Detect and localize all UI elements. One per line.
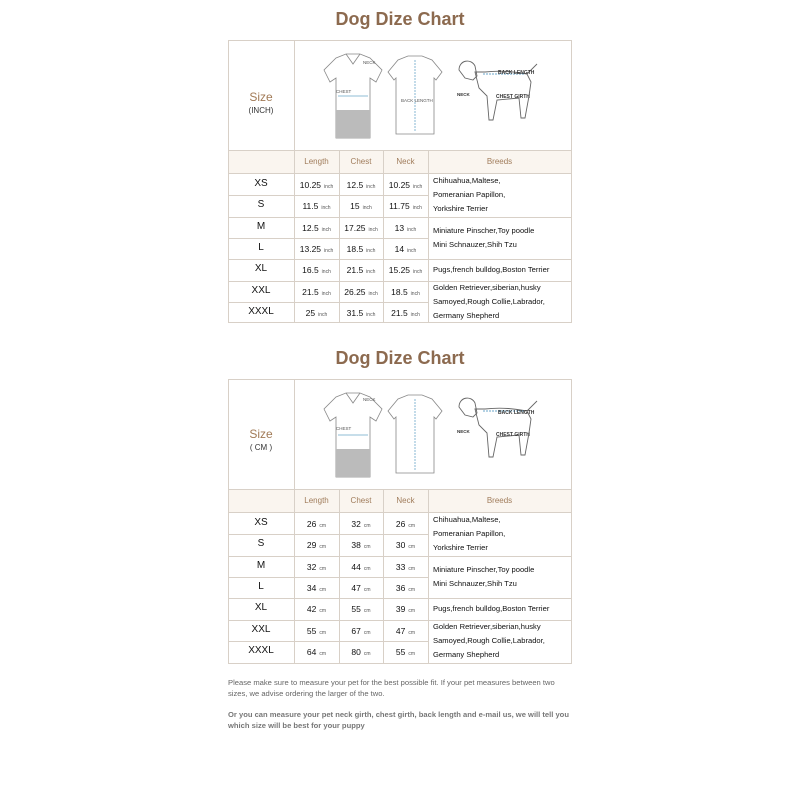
column-header-chest: Chest <box>350 157 372 166</box>
breed-line: Pomeranian Papillon, <box>433 190 506 200</box>
neck-number: 10.25 <box>388 180 411 190</box>
breed-separator <box>428 598 572 599</box>
neck-number: 14 <box>394 243 405 254</box>
neck-value <box>383 244 428 254</box>
size-l: L <box>258 580 264 592</box>
column-header-breeds: Breeds <box>486 157 513 166</box>
unit-text: cm <box>408 650 416 657</box>
neck-number: 15.25 <box>388 265 411 276</box>
back-length-label: BACK LENGTH <box>401 98 433 103</box>
row-separator <box>228 259 428 260</box>
row-separator <box>228 302 428 303</box>
dog-neck-label: NECK <box>457 92 470 97</box>
length-value <box>294 583 339 593</box>
breed-line: Miniature Pinscher,Toy poodle <box>433 225 535 235</box>
breed-line: Miniature Pinscher,Toy poodle <box>433 564 535 574</box>
row-separator <box>228 238 428 239</box>
column-header-length: Length <box>304 496 329 505</box>
chest-value <box>339 604 383 614</box>
chest-number: 38 <box>351 540 361 551</box>
length-number: 11.5 <box>302 201 319 212</box>
dog-drawing <box>459 398 537 457</box>
chest-number: 67 <box>351 625 361 636</box>
size-xxl: XXL <box>251 284 271 296</box>
chest-girth-label: CHEST GIRTH <box>496 432 530 438</box>
measure-note: Please make sure to measure your pet for the best possible fit. If your pet measures between two sizes, we advise ordering the larger of the two. <box>228 678 555 698</box>
breed-line: Yorkshire Terrier <box>433 543 488 553</box>
size-s: S <box>257 199 265 211</box>
unit-text: inch <box>324 247 334 254</box>
breed-line: Mini Schnauzer,Shih Tzu <box>433 239 517 249</box>
chest-value <box>339 180 383 190</box>
neck-number: 26 <box>395 519 406 529</box>
column-header-neck: Neck <box>396 496 415 505</box>
breed-line: Chihuahua,Maltese, <box>433 176 501 186</box>
length-value <box>294 647 339 657</box>
unit-text: cm <box>363 523 371 529</box>
length-number: 29 <box>306 540 317 551</box>
unit-text: cm <box>408 544 416 551</box>
unit-text: inch <box>321 269 331 276</box>
neck-value <box>383 180 428 190</box>
neck-number: 21.5 <box>391 307 408 318</box>
size-m: M <box>256 559 266 571</box>
neck-value <box>383 223 428 233</box>
unit-text: cm <box>408 586 416 593</box>
unit-text: inch <box>321 290 331 297</box>
breed-line: Germany Shepherd <box>433 649 500 659</box>
grid-line <box>228 663 572 664</box>
breed-list <box>433 263 571 277</box>
neck-value <box>383 604 428 614</box>
breed-line: Pugs,french bulldog,Boston Terrier <box>433 264 550 274</box>
chest-value <box>339 201 383 211</box>
chart-title-inch: Dog Dize Chart <box>335 9 465 29</box>
unit-text: inch <box>407 247 417 254</box>
breed-list <box>433 563 571 591</box>
neck-value <box>383 583 428 593</box>
chest-number: 44 <box>351 561 361 572</box>
unit-text: inch <box>366 184 376 190</box>
neck-value <box>383 647 428 657</box>
unit-text: inch <box>321 226 331 233</box>
breed-line: Yorkshire Terrier <box>433 204 488 214</box>
chart-title-cm: Dog Dize Chart <box>335 348 465 368</box>
size-s: S <box>257 538 265 550</box>
row-separator <box>228 577 428 578</box>
unit-text: inch <box>410 311 420 318</box>
breed-line: Mini Schnauzer,Shih Tzu <box>433 578 517 588</box>
chest-number: 17.25 <box>344 222 366 233</box>
chest-number: 32 <box>351 519 361 529</box>
column-header-chest: Chest <box>350 496 372 505</box>
unit-text: cm <box>408 608 416 615</box>
neck-value <box>383 265 428 275</box>
unit-text: cm <box>319 650 327 657</box>
length-value <box>294 540 339 550</box>
size-xxl: XXL <box>251 623 271 635</box>
neck-number: 33 <box>395 561 406 572</box>
chest-number: 26.25 <box>344 286 366 297</box>
length-number: 42 <box>306 604 317 615</box>
unit-text: cm <box>363 586 371 593</box>
measurement-illustration <box>228 40 572 150</box>
size-xs: XS <box>254 517 268 528</box>
chest-value <box>339 540 383 550</box>
breed-separator <box>428 217 572 218</box>
chest-value <box>339 647 383 657</box>
size-label: Size <box>249 90 273 104</box>
size-xl: XL <box>254 602 268 614</box>
unit-text: cm <box>408 565 416 572</box>
chest-label: CHEST <box>336 426 352 431</box>
neck-value <box>383 519 428 529</box>
breed-list <box>433 602 571 616</box>
unit-text: inch <box>413 184 423 190</box>
breed-line: Samoyed,Rough Collie,Labrador, <box>433 635 545 645</box>
neck-value <box>383 201 428 211</box>
neck-number: 36 <box>395 582 406 593</box>
size-xs: XS <box>254 178 268 189</box>
neck-value <box>383 287 428 297</box>
unit-text: inch <box>321 205 331 212</box>
neck-number: 47 <box>395 625 406 636</box>
length-number: 34 <box>306 582 317 593</box>
length-value <box>294 562 339 572</box>
row-separator <box>228 195 428 196</box>
neck-number: 18.5 <box>391 286 408 297</box>
chest-number: 12.5 <box>346 180 364 190</box>
length-number: 16.5 <box>302 265 319 276</box>
size-xxxl: XXXL <box>248 305 274 317</box>
neck-value <box>383 540 428 550</box>
length-value <box>294 604 339 614</box>
row-separator <box>228 641 428 642</box>
size-l: L <box>258 241 264 253</box>
unit-text: inch <box>368 290 378 297</box>
chest-value <box>339 223 383 233</box>
unit-text: inch <box>366 311 376 318</box>
unit-text: cm <box>319 544 327 551</box>
neck-value <box>383 562 428 572</box>
breed-list <box>433 513 571 555</box>
length-value <box>294 626 339 636</box>
neck-value <box>383 626 428 636</box>
shirt-front-drawing <box>324 393 382 477</box>
shirt-front-drawing <box>324 54 382 138</box>
neck-label: NECK <box>363 60 376 65</box>
chest-value <box>339 583 383 593</box>
chest-label: CHEST <box>336 89 352 94</box>
unit-text: inch <box>410 290 420 297</box>
chest-value <box>339 562 383 572</box>
length-number: 55 <box>306 625 317 636</box>
breed-line: Germany Shepherd <box>433 310 500 320</box>
size-xxxl: XXXL <box>248 644 274 656</box>
neck-number: 39 <box>395 604 406 615</box>
chest-girth-label: CHEST GIRTH <box>496 94 530 100</box>
chest-value <box>339 519 383 529</box>
row-separator <box>228 281 428 282</box>
shirt-back-drawing <box>388 56 442 134</box>
grid-line <box>428 151 429 322</box>
length-number: 12.5 <box>302 222 319 233</box>
chest-number: 80 <box>351 646 361 657</box>
column-header-length: Length <box>304 157 329 166</box>
unit-text: cm <box>319 629 327 636</box>
length-number: 26 <box>306 519 317 529</box>
length-number: 32 <box>306 561 317 572</box>
unit-text: cm <box>363 608 371 615</box>
length-number: 13.25 <box>299 243 322 254</box>
unit-text: inch <box>324 184 334 190</box>
breed-list <box>433 620 571 662</box>
chest-number: 18.5 <box>346 243 364 254</box>
size-m: M <box>256 220 266 232</box>
row-separator <box>228 556 428 557</box>
measurement-illustration <box>228 379 572 489</box>
row-separator <box>228 598 428 599</box>
breed-line: Pomeranian Papillon, <box>433 529 506 539</box>
chest-number: 15 <box>350 201 360 212</box>
chest-value <box>339 626 383 636</box>
breed-line: Pugs,french bulldog,Boston Terrier <box>433 603 550 613</box>
unit-text: inch <box>412 205 422 212</box>
unit-text: cm <box>363 629 371 636</box>
row-separator <box>228 534 428 535</box>
length-number: 64 <box>306 646 317 657</box>
neck-value <box>383 308 428 318</box>
chest-value <box>339 265 383 275</box>
chest-value <box>339 244 383 254</box>
size-xl: XL <box>254 263 268 275</box>
grid-line <box>428 490 429 663</box>
column-header-breeds: Breeds <box>486 496 513 505</box>
breed-line: Golden Retriever,siberian,husky <box>433 282 541 292</box>
breed-separator <box>428 556 572 557</box>
breed-separator <box>428 259 572 260</box>
unit-text: cm <box>408 629 416 636</box>
chest-value <box>339 287 383 297</box>
unit-text: cm <box>408 523 416 529</box>
unit-text: inch <box>407 226 417 233</box>
neck-label: NECK <box>363 397 376 402</box>
unit-text: inch <box>368 226 378 233</box>
breed-line: Chihuahua,Maltese, <box>433 515 501 525</box>
unit-text: cm <box>363 565 371 572</box>
unit-text: cm <box>363 544 371 551</box>
dog-back-length-label: BACK LENGTH <box>498 410 535 416</box>
chest-number: 31.5 <box>346 307 364 318</box>
chest-number: 55 <box>351 604 361 615</box>
length-value <box>294 308 339 318</box>
chest-value <box>339 308 383 318</box>
breed-line: Samoyed,Rough Collie,Labrador, <box>433 296 545 306</box>
shirt-back-drawing <box>388 395 442 473</box>
unit-text: inch <box>366 269 376 276</box>
unit-label: (INCH) <box>248 106 274 115</box>
unit-text: cm <box>363 650 371 657</box>
unit-text: cm <box>319 565 327 572</box>
neck-number: 13 <box>394 222 405 233</box>
length-number: 10.25 <box>299 180 322 190</box>
breed-list <box>433 224 571 252</box>
chest-number: 21.5 <box>346 265 364 276</box>
unit-text: cm <box>319 586 327 593</box>
unit-text: inch <box>362 205 372 212</box>
row-separator <box>228 217 428 218</box>
unit-text: inch <box>318 311 328 318</box>
email-note: Or you can measure your pet neck girth, chest girth, back length and e-mail us, we will tell you which size will be best for your puppy <box>228 710 569 730</box>
breed-line: Golden Retriever,siberian,husky <box>433 621 541 631</box>
breed-list <box>433 174 571 216</box>
unit-text: inch <box>366 247 376 254</box>
neck-number: 55 <box>395 646 406 657</box>
unit-text: inch <box>413 269 423 276</box>
unit-text: cm <box>319 608 327 615</box>
length-value <box>294 244 339 254</box>
length-number: 21.5 <box>302 286 319 297</box>
size-label: Size <box>249 427 273 441</box>
length-value <box>294 287 339 297</box>
length-value <box>294 519 339 529</box>
length-value <box>294 201 339 211</box>
unit-text: cm <box>319 523 327 529</box>
breed-list <box>433 281 571 323</box>
row-separator <box>228 620 428 621</box>
dog-neck-label: NECK <box>457 429 470 434</box>
chest-number: 47 <box>351 582 361 593</box>
neck-number: 30 <box>395 540 406 551</box>
neck-number: 11.75 <box>389 201 410 212</box>
length-value <box>294 223 339 233</box>
dog-back-length-label: BACK LENGTH <box>498 70 535 76</box>
length-value <box>294 180 339 190</box>
column-header-neck: Neck <box>396 157 415 166</box>
unit-label: ( CM ) <box>249 443 273 452</box>
length-number: 25 <box>305 307 316 318</box>
length-value <box>294 265 339 275</box>
